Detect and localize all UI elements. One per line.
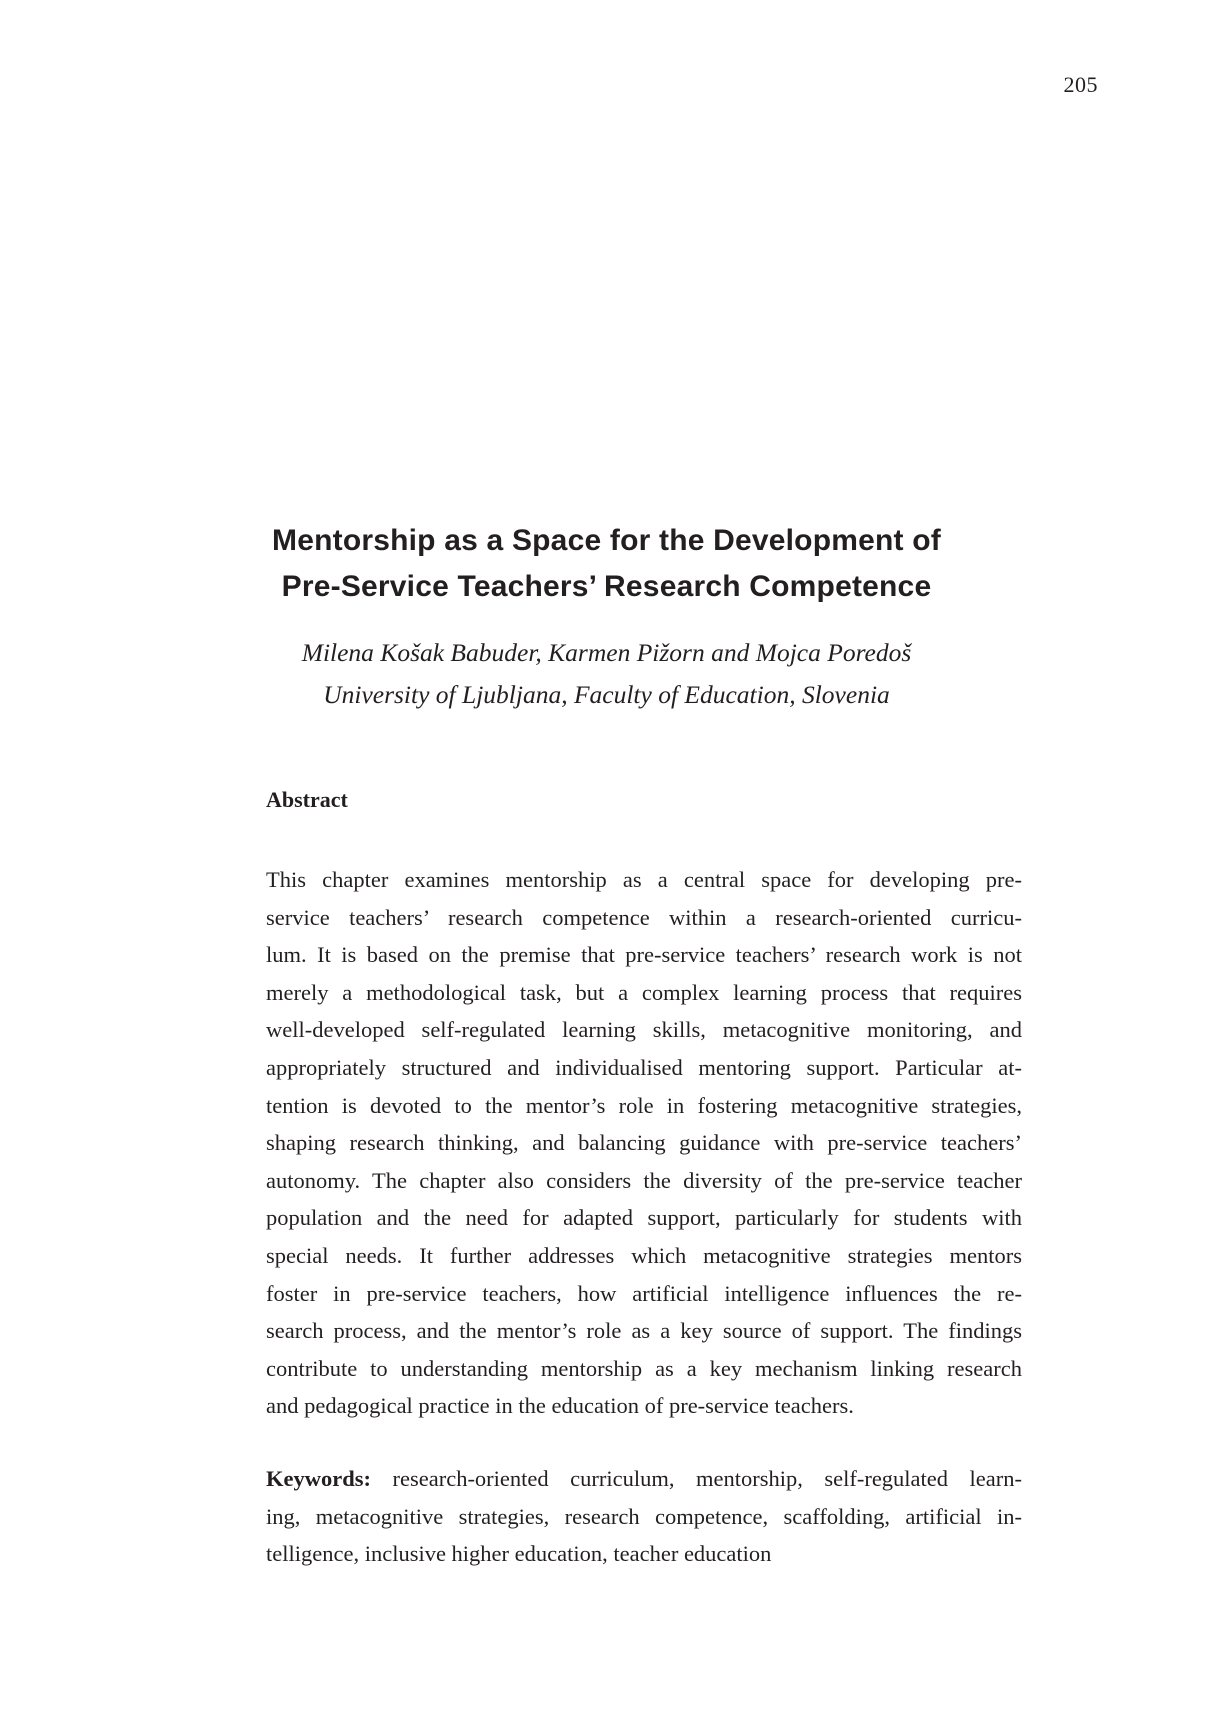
abstract-line: tention is devoted to the mentor’s role in fostering metacognitive strategies, bbox=[266, 1092, 1022, 1118]
abstract-line: autonomy. The chapter also considers the diversity of the pre-service teacher bbox=[266, 1167, 1022, 1193]
abstract-line: appropriately structured and individualised mentoring support. Particular at- bbox=[266, 1054, 1022, 1080]
abstract-line: shaping research thinking, and balancing guidance with pre-service teachers’ bbox=[266, 1130, 1022, 1156]
abstract-heading: Abstract bbox=[266, 787, 348, 812]
abstract-line: service teachers’ research competence within a research-oriented curricu- bbox=[266, 904, 1022, 930]
abstract-line: This chapter examines mentorship as a central space for developing pre- bbox=[266, 867, 1022, 892]
keywords-line-3: telligence, inclusive higher education, teacher education bbox=[266, 1541, 772, 1567]
keywords-label: Keywords: bbox=[266, 1466, 371, 1491]
authors: Milena Košak Babuder, Karmen Pižorn and Mojca Poredoš bbox=[301, 638, 912, 667]
keywords-section bbox=[266, 1460, 1022, 1573]
abstract-line: and pedagogical practice in the education of pre-service teachers. bbox=[266, 1393, 854, 1419]
page-number: 205 bbox=[1063, 72, 1098, 97]
affiliation: University of Ljubljana, Faculty of Education, Slovenia bbox=[323, 680, 890, 709]
abstract-line: foster in pre-service teachers, how artificial intelligence influences the re- bbox=[266, 1280, 1022, 1306]
keywords-text-1: research-oriented curriculum, mentorship, self-regulated learn- bbox=[392, 1466, 1022, 1491]
abstract-line: merely a methodological task, but a complex learning process that requires bbox=[266, 979, 1022, 1005]
abstract-line: lum. It is based on the premise that pre-service teachers’ research work is not bbox=[266, 942, 1022, 968]
abstract-body bbox=[266, 861, 1022, 1425]
title-line-2: Pre-Service Teachers’ Research Competence bbox=[281, 570, 932, 603]
keywords-line-1 bbox=[266, 1460, 1022, 1498]
keywords-line-2: ing, metacognitive strategies, research competence, scaffolding, artificial in- bbox=[266, 1503, 1022, 1529]
chapter-title bbox=[0, 518, 1213, 610]
abstract-line: population and the need for adapted support, particularly for students with bbox=[266, 1205, 1022, 1231]
abstract-line: special needs. It further addresses which metacognitive strategies mentors bbox=[266, 1242, 1022, 1268]
abstract-line: search process, and the mentor’s role as a key source of support. The findings bbox=[266, 1318, 1022, 1344]
title-line-1: Mentorship as a Space for the Development of bbox=[272, 524, 941, 557]
abstract-line: well-developed self-regulated learning skills, metacognitive monitoring, and bbox=[266, 1017, 1022, 1043]
abstract-line: contribute to understanding mentorship as a key mechanism linking research bbox=[266, 1355, 1022, 1381]
author-block bbox=[0, 632, 1213, 716]
